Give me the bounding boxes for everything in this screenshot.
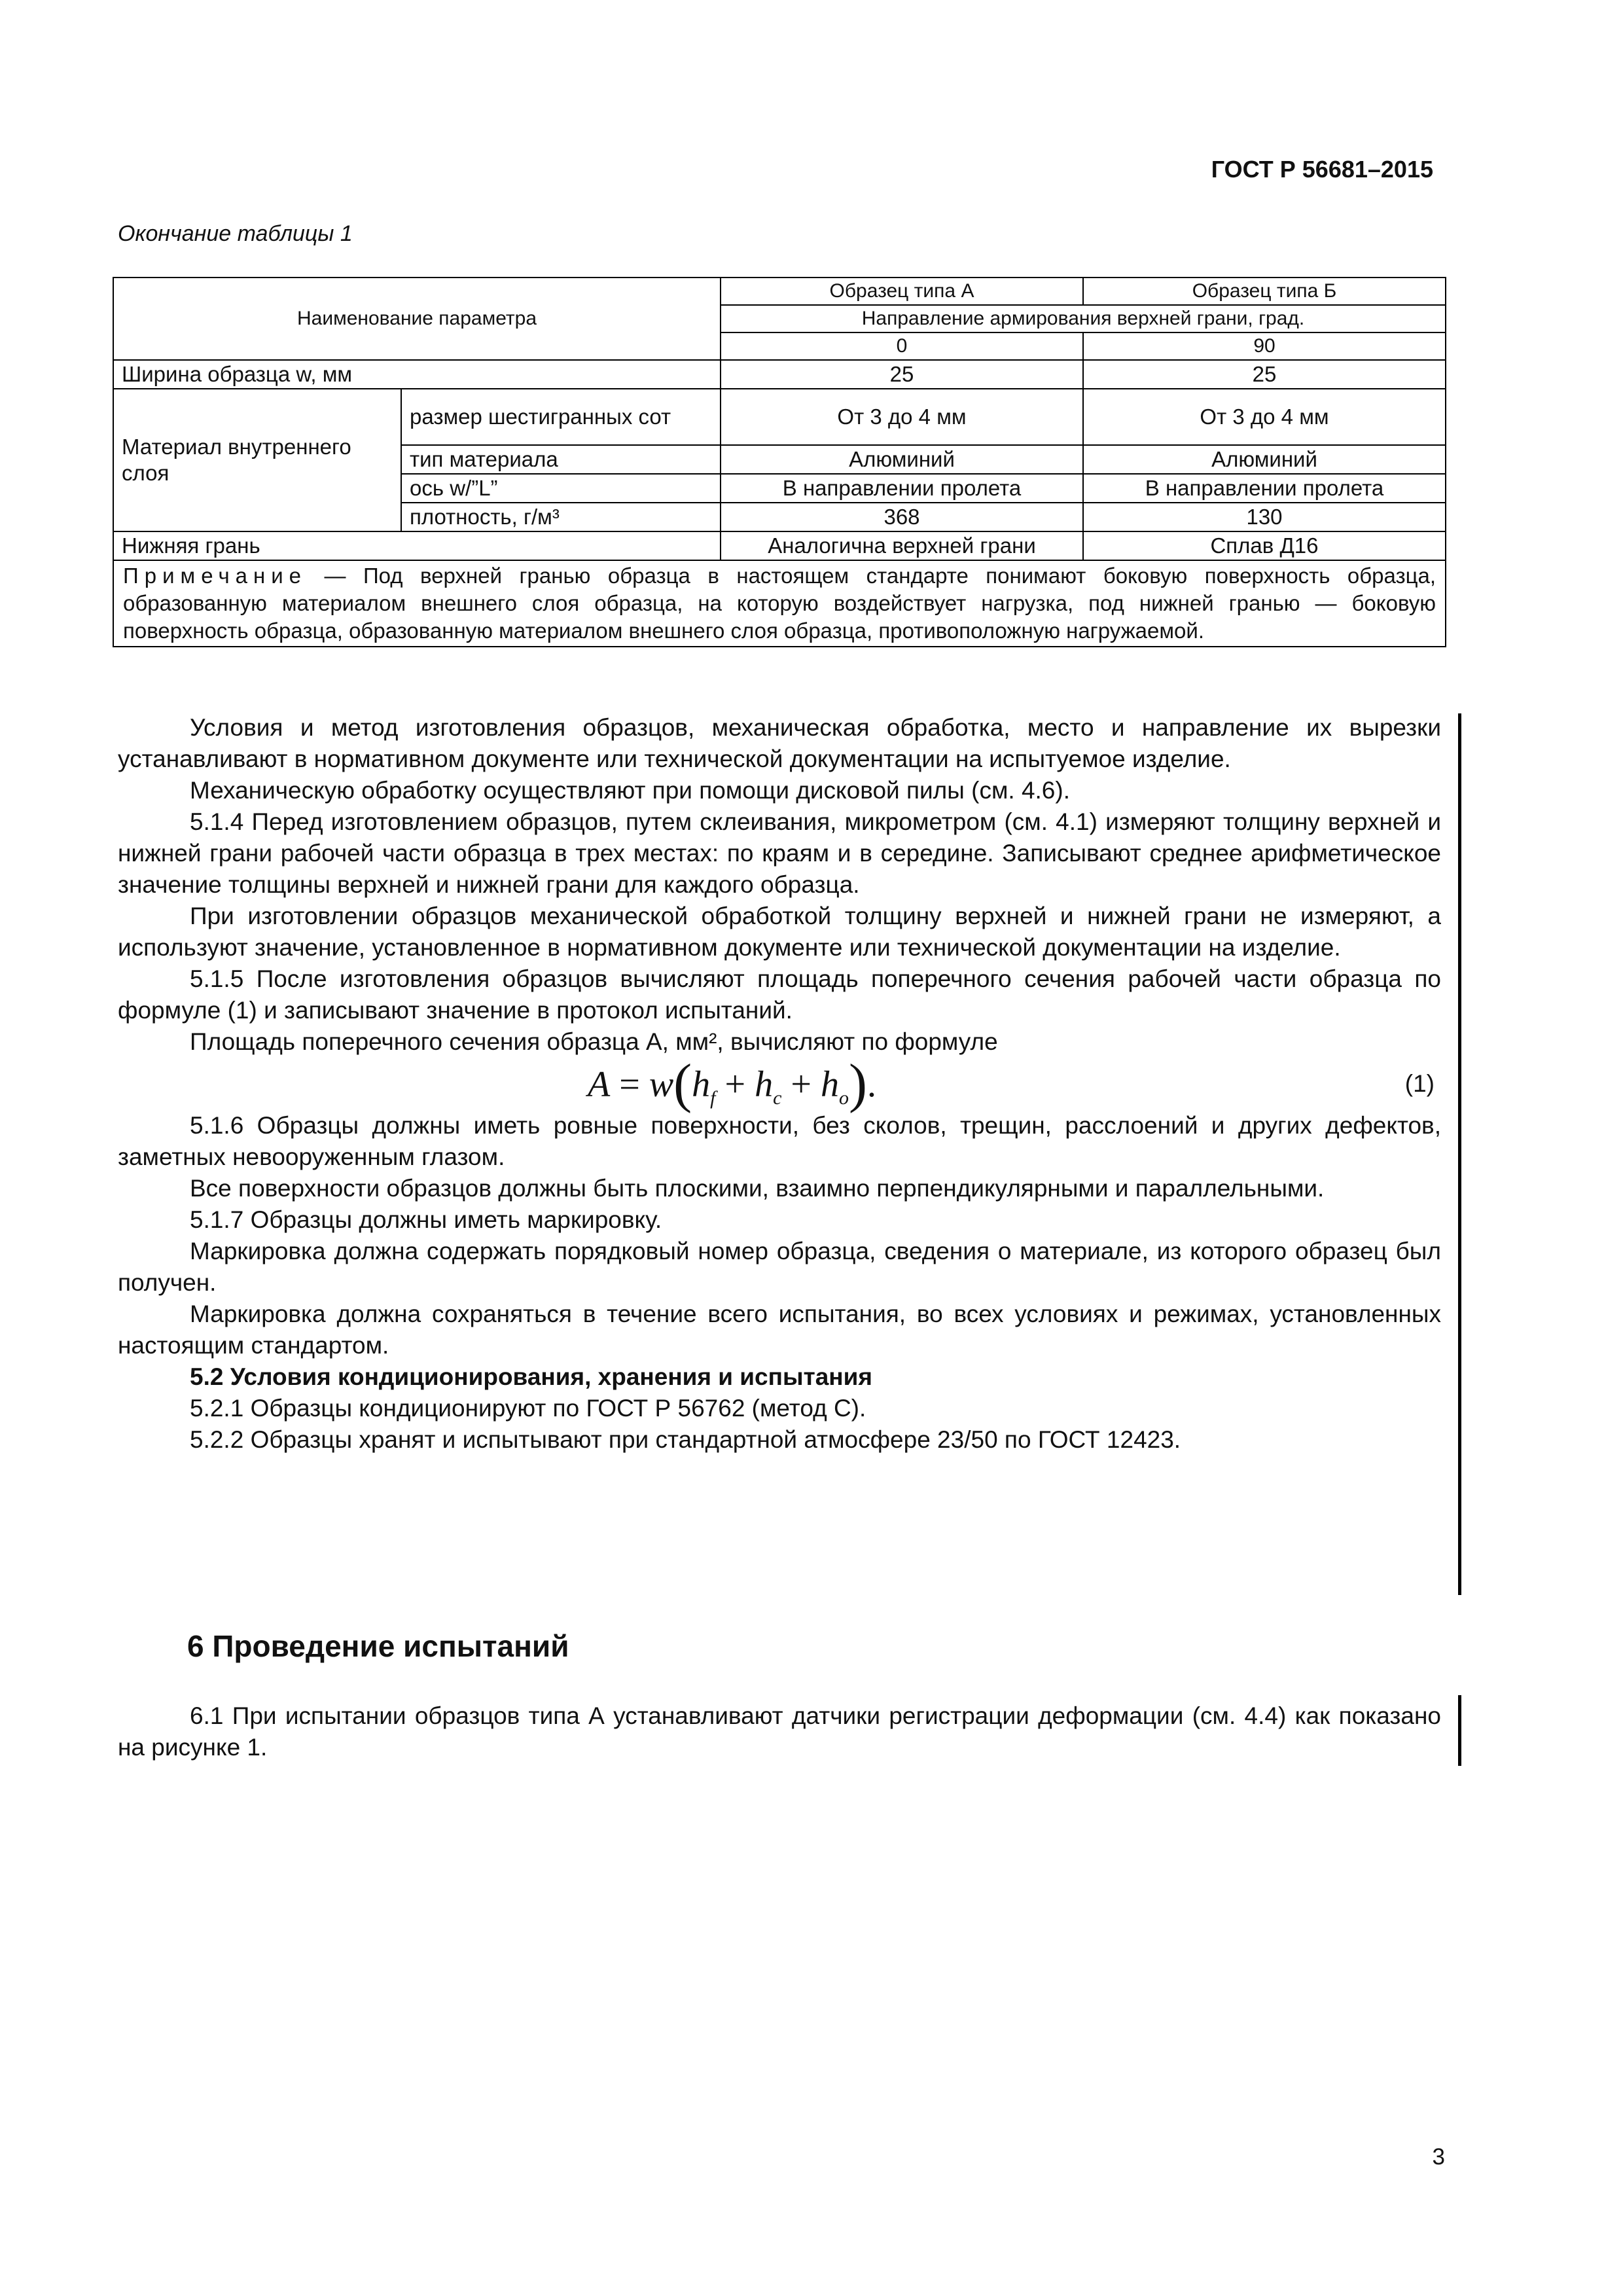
direction-header: Направление армирования верхней грани, град. [721,305,1446,332]
paragraph: 5.1.7 Образцы должны иметь маркировку. [190,1206,662,1233]
formula-1 [118,1053,1441,1114]
paragraph: При изготовлении образцов механической обработкой толщину верхней и нижней грани не измеряют, а используют значение, установленное в нормативном документе или технической документации на изделие. [118,903,1441,961]
angle-b: 90 [1083,332,1446,360]
core-row-value-b: В направлении пролета [1083,474,1446,503]
core-row-value-a: Алюминий [721,445,1083,474]
paragraph: Маркировка должна содержать порядковый номер образца, сведения о материале, из которого образец был получен. [118,1238,1441,1296]
width-b: 25 [1083,360,1446,389]
section-body [118,1700,1441,1763]
core-label: Материал внутреннего слоя [113,389,401,531]
paragraph: Механическую обработку осуществляют при помощи дисковой пилы (см. 4.6). [190,777,1070,804]
section-heading: 6 Проведение испытаний [187,1629,569,1663]
note-label: Примечание [123,564,308,588]
note-text: — Под верхней гранью образца в настоящем стандарте понимают боковую поверхность образца, образованную материалом внешнего слоя образца, на которую воздействует нагрузка, под нижней гранью — боковую поверхность образца, образованную материалом внешнего слоя образца, противоположную нагружаемой. [123,564,1436,643]
page-number: 3 [1432,2144,1445,2170]
change-bar [1458,713,1461,1595]
core-row-value-a: В направлении пролета [721,474,1083,503]
subsection-heading: 5.2 Условия кондиционирования, хранения и испытания [190,1363,872,1390]
core-row-label: плотность, г/м³ [401,503,721,531]
angle-a: 0 [721,332,1083,360]
core-row-label: тип материала [401,445,721,474]
bottom-face-a: Аналогична верхней грани [721,531,1083,560]
bottom-face-label: Нижняя грань [113,531,721,560]
core-row-value-b: От 3 до 4 мм [1083,389,1446,445]
paragraph: 5.1.5 После изготовления образцов вычисляют площадь поперечного сечения рабочей части образца по формуле (1) и записывают значение в протокол испытаний. [118,965,1441,1024]
paragraph: Маркировка должна сохраняться в течение всего испытания, во всех условиях и режимах, установленных настоящим стандартом. [118,1300,1441,1359]
core-row-value-a: 368 [721,503,1083,531]
paragraph: 5.2.2 Образцы хранят и испытывают при стандартной атмосфере 23/50 по ГОСТ 12423. [190,1426,1181,1453]
core-row-value-b: Алюминий [1083,445,1446,474]
table-note [113,560,1446,647]
document-header: ГОСТ Р 56681–2015 [1211,156,1433,183]
core-row-value-a: От 3 до 4 мм [721,389,1083,445]
change-bar [1458,1695,1461,1766]
param-header: Наименование параметра [113,278,721,360]
specimen-table [113,277,1446,647]
paragraph: Площадь поперечного сечения образца A, мм², вычисляют по формуле [190,1028,998,1055]
formula-number: (1) [1404,1070,1435,1097]
paragraph: 5.1.4 Перед изготовлением образцов, путем склеивания, микрометром (см. 4.1) измеряют толщину верхней и нижней грани рабочей части образца в трех местах: по краям и в середине. Записывают среднее арифметическое значение толщины верхней и нижней грани для каждого образца. [118,808,1441,898]
paragraph: 5.2.1 Образцы кондиционируют по ГОСТ Р 56762 (метод С). [190,1395,866,1422]
paragraph: 6.1 При испытании образцов типа А устанавливают датчики регистрации деформации (см. 4.4) как показано на рисунке 1. [118,1702,1441,1761]
body-text [118,712,1441,1456]
table-caption: Окончание таблицы 1 [118,221,353,246]
paragraph: Все поверхности образцов должны быть плоскими, взаимно перпендикулярными и параллельными. [190,1175,1325,1202]
formula-expression: $A = w(h_f + h_c + h_o)$. [588,1053,876,1114]
width-label: Ширина образца w, мм [113,360,721,389]
core-row-label: ось w/”L” [401,474,721,503]
paragraph: Условия и метод изготовления образцов, механическая обработка, место и направление их вырезки устанавливают в нормативном документе или технической документации на испытуемое изделие. [118,714,1441,772]
bottom-face-b: Сплав Д16 [1083,531,1446,560]
core-row-label: размер шестигранных сот [401,389,721,445]
width-a: 25 [721,360,1083,389]
sample-a-header: Образец типа А [721,278,1083,305]
core-row-value-b: 130 [1083,503,1446,531]
paragraph: 5.1.6 Образцы должны иметь ровные поверхности, без сколов, трещин, расслоений и других дефектов, заметных невооруженным глазом. [118,1112,1441,1170]
sample-b-header: Образец типа Б [1083,278,1446,305]
